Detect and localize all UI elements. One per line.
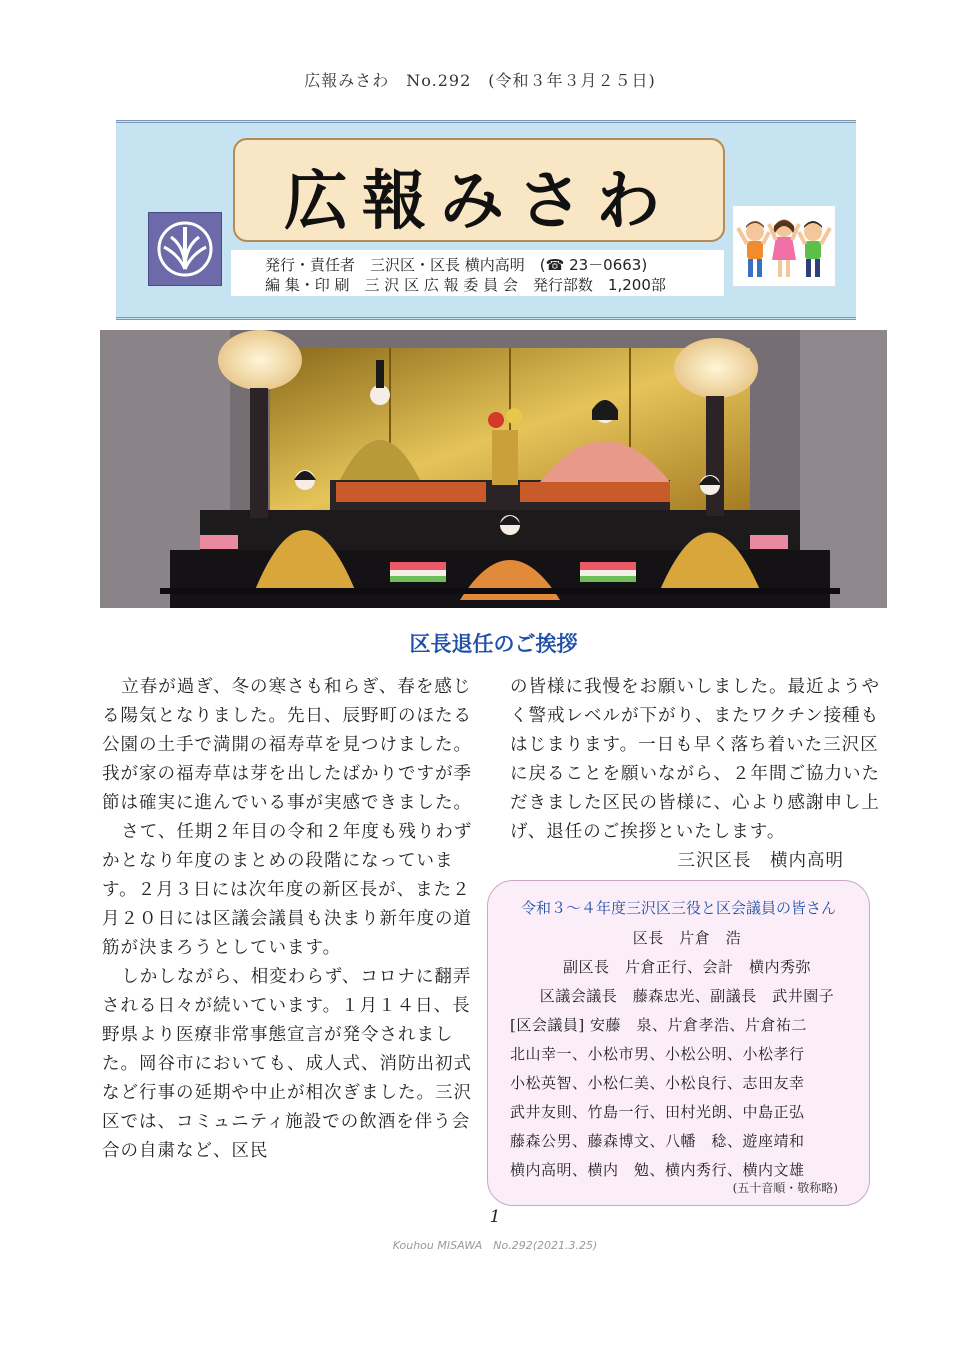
officials-line-members-4: 藤森公男、藤森博文、八幡 稔、遊座靖和 (510, 1132, 805, 1150)
page-number: 1 (489, 1207, 501, 1227)
officials-line-chair: 区議会議長 藤森忠光、副議長 武井園子 (539, 987, 835, 1005)
officials-line-chief: 区長 片倉 浩 (632, 929, 742, 947)
article-right-column (510, 673, 890, 876)
district-emblem-icon (148, 212, 222, 286)
officials-line-members-1: 北山幸一、小松市男、小松公明、小松孝行 (510, 1045, 805, 1063)
article-title: 区長退任のご挨拶 (409, 632, 578, 656)
publisher-line: 発行・責任者 三沢区・区長 横内高明 (☎ 23－0663) (265, 256, 648, 274)
article-paragraph-2: さて、任期２年目の令和２年度も残りわずかとなり年度のまとめの段階になっています。２月３日には次年度の新区長が、また２月２０日には区議会議員も決まり新年度の道筋が決まろうとしています。 (102, 822, 473, 958)
article-signature: 三沢区長 横内高明 (677, 851, 844, 871)
newsletter-title: 広報みさわ (284, 165, 674, 239)
officials-note: (五十音順・敬称略) (732, 1181, 838, 1195)
article-paragraph-1: 立春が過ぎ、冬の寒さも和らぎ、春を感じる陽気となりました。先日、辰野町のほたる公園の土手で満開の福寿草を見つけました。我が家の福寿草は芽を出したばかりですが季節は確実に進んでいる事が実感できました。 (102, 677, 472, 813)
article-paragraph-3: しかしながら、相変わらず、コロナに翻弄される日々が続いています。１月１４日、長野県より医療非常事態宣言が発令されました。岡谷市においても、成人式、消防出初式など行事の延期や中止が相次ぎました。三沢区では、コミュニティ施設での飲酒を伴う会合の自粛など、区民 (102, 967, 472, 1161)
officials-line-deputy: 副区長 片倉正行、会計 横内秀弥 (562, 958, 811, 976)
officials-title: 令和３～４年度三沢区三役と区会議員の皆さん (520, 899, 836, 917)
officials-line-councillors: [区会議員] 安藤 泉、片倉孝浩、片倉祐二 (510, 1016, 807, 1034)
editor-line: 編 集・印 刷 三 沢 区 広 報 委 員 会 発行部数 1,200部 (265, 276, 666, 294)
officials-line-members-5: 横内高明、横内 勉、横内秀行、横内文雄 (510, 1161, 805, 1179)
children-illustration (732, 205, 836, 287)
issue-header: 広報みさわ No.292 (令和３年３月２５日) (304, 71, 656, 90)
officials-line-members-2: 小松英智、小松仁美、小松良行、志田友幸 (510, 1074, 805, 1092)
officials-line-members-3: 武井友則、竹島一行、田村光朗、中島正弘 (510, 1103, 805, 1121)
article-paragraph-continued: の皆様に我慢をお願いしました。最近ようやく警戒レベルが下がり、またワクチン接種もはじまります。一日も早く落ち着いた三沢区に戻ることを願いながら、２年間ご協力いただきました区民の皆様に、心より感謝申し上げ、退任のご挨拶といたします。 (510, 677, 880, 842)
article-left-column (102, 673, 476, 1166)
hina-doll-photo (100, 330, 887, 608)
footer-caption: Kouhou MISAWA No.292(2021.3.25) (392, 1239, 598, 1252)
